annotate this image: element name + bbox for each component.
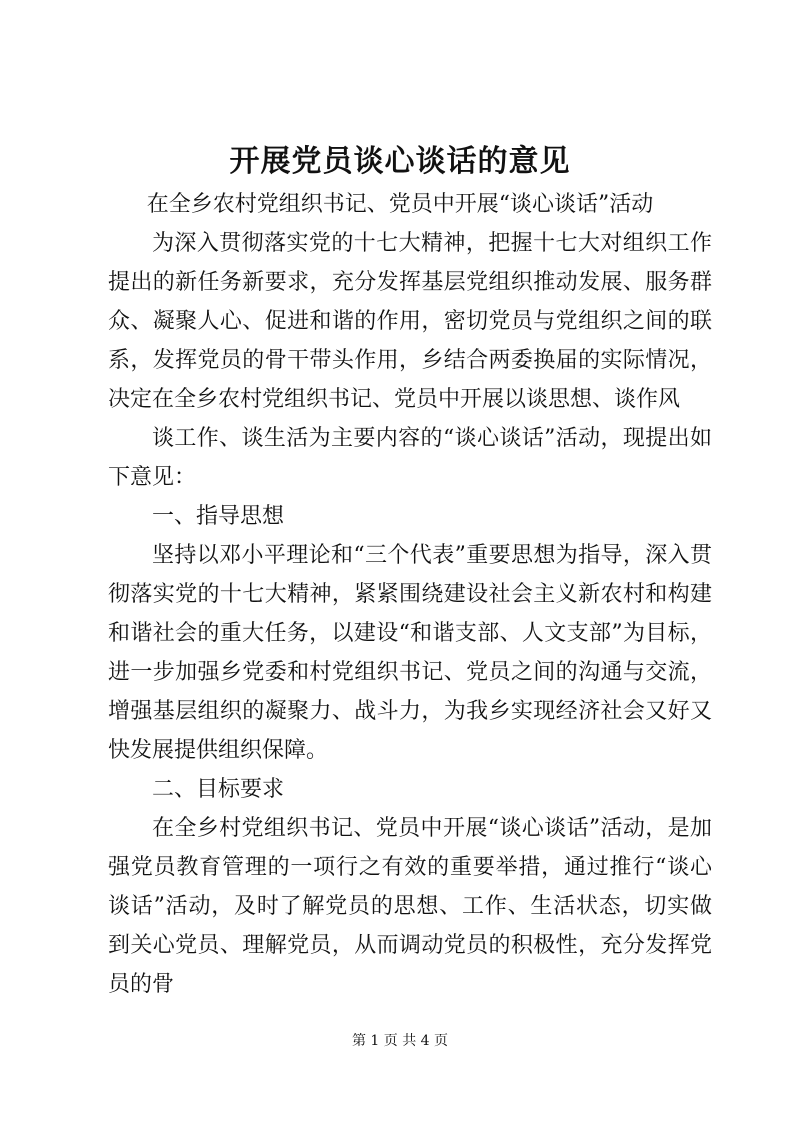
page-footer: 第 1 页 共 4 页 — [351, 1033, 449, 1049]
document-subtitle: 在全乡农村党组织书记、党员中开展“谈心谈话”活动 — [146, 192, 654, 217]
paragraph-intro-continued: 谈工作、谈生活为主要内容的“谈心谈话”活动，现提出如下意见： — [108, 426, 712, 490]
section-heading-guiding-ideology: 一、指导思想 — [152, 504, 285, 529]
paragraph-guiding-ideology: 坚持以邓小平理论和“三个代表”重要思想为指导，深入贯彻落实党的十七大精神，紧紧围绕建设社会主义新农村和构建和谐社会的重大任务，以建设“和谐支部、人文支部”为目标，进一步加强乡党委和村党组织书记、党员之间的沟通与交流，增强基层组织的凝聚力、战斗力，为我乡实现经济社会又好又快发展提供组织保障。 — [108, 543, 712, 763]
paragraph-objectives: 在全乡村党组织书记、党员中开展“谈心谈话”活动，是加强党员教育管理的一项行之有效的重要举措，通过推行“谈心谈话”活动，及时了解党员的思想、工作、生活状态，切实做到关心党员、理解党员，从而调动党员的积极性，充分发挥党员的骨 — [108, 816, 712, 997]
document-body — [108, 224, 712, 1004]
document-title: 开展党员谈心谈话的意见 — [229, 144, 571, 179]
paragraph-intro: 为深入贯彻落实党的十七大精神，把握十七大对组织工作提出的新任务新要求，充分发挥基层党组织推动发展、服务群众、凝聚人心、促进和谐的作用，密切党员与党组织之间的联系，发挥党员的骨干带头作用，乡结合两委换届的实际情况，决定在全乡农村党组织书记、党员中开展以谈思想、谈作风 — [108, 231, 712, 412]
section-heading-objectives: 二、目标要求 — [152, 777, 285, 802]
